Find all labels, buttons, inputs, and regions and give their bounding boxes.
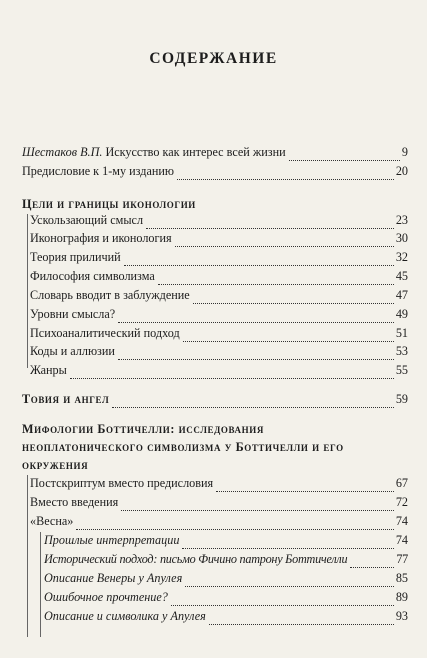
toc-entry-title: Исторический подход: письмо Фичино патрону Боттичелли [44,552,348,566]
toc-entry[interactable] [30,493,408,511]
leader-dots [177,166,394,180]
toc-entry[interactable] [30,512,408,530]
section-bracket-line [27,214,28,368]
toc-entry-title: Коды и аллюзии [30,344,115,358]
toc-page-number: 47 [395,288,408,302]
leader-dots [70,365,394,379]
leader-dots [185,573,394,587]
toc-page-number: 74 [395,514,408,528]
leader-dots [209,611,394,625]
toc-entry-title: Постскриптум вместо предисловия [30,476,214,490]
toc-page-number: 74 [395,533,408,547]
section-heading-botticelli-line1[interactable]: Мифологии Боттичелли: исследования [22,422,264,436]
toc-entry-title: Прошлые интерпретации [44,533,180,547]
toc-entry[interactable] [30,474,408,492]
toc-entry-title: Теория приличий [30,250,121,264]
toc-entry-preface-first-edition[interactable] [22,162,408,180]
toc-entry[interactable] [30,305,408,323]
toc-entry-title: Психоаналитический подход [30,326,180,340]
leader-dots [350,554,394,568]
leader-dots [171,592,394,606]
toc-entry[interactable] [30,229,408,247]
toc-entry-author: Шестаков В.П. [22,145,103,159]
toc-page-number: 59 [395,392,408,406]
section-heading-botticelli-line2: неоплатонического символизма у Боттичелли и его [22,440,344,454]
toc-subentry[interactable] [44,607,408,625]
toc-subentry[interactable] [44,588,408,606]
toc-entry-title: Философия символизма [30,269,155,283]
toc-entry-title: Вместо введения [30,495,119,509]
toc-entry-title: Описание и символика у Апулея [44,609,206,623]
section-heading-botticelli-line3: окружения [22,458,89,472]
toc-entry[interactable] [30,342,408,360]
leader-dots [76,516,393,530]
subsection-bracket-line [40,532,41,637]
toc-page-number: 49 [395,307,408,321]
toc-entry-tobias-and-angel[interactable] [22,390,408,408]
toc-entry[interactable] [30,324,408,342]
toc-subentry[interactable] [44,569,408,587]
leader-dots [158,271,394,285]
toc-entry[interactable] [30,286,408,304]
page-title: СОДЕРЖАНИЕ [149,50,278,67]
leader-dots [183,328,394,342]
toc-entry-title: Словарь вводит в заблуждение [30,288,190,302]
toc-entry[interactable] [30,361,408,379]
leader-dots [216,478,394,492]
section-heading-tobias: Товия и ангел [22,392,110,406]
toc-page-number: 30 [395,231,408,245]
leader-dots [124,252,394,266]
toc-entry-title: Ошибочное прочтение? [44,590,168,604]
leader-dots [182,535,393,549]
leader-dots [175,233,394,247]
toc-page-number: 20 [395,164,408,178]
toc-entry-title: Иконография и иконология [30,231,172,245]
section-bracket-line [27,475,28,637]
toc-page-number: 72 [395,495,408,509]
toc-entry-title: Предисловие к 1-му изданию [22,164,175,178]
leader-dots [193,290,394,304]
leader-dots [146,215,394,229]
toc-entry-title: Жанры [30,363,67,377]
toc-page-number: 85 [395,571,408,585]
toc-entry[interactable] [30,248,408,266]
leader-dots [118,346,394,360]
toc-page-number: 93 [395,609,408,623]
toc-page-number: 51 [395,326,408,340]
leader-dots [121,497,394,511]
toc-subentry[interactable] [44,550,408,568]
toc-page-number: 89 [395,590,408,604]
toc-page-number: 77 [396,552,408,566]
toc-entry-title: Ускользающий смысл [30,213,144,227]
toc-page-number: 32 [395,250,408,264]
leader-dots [289,147,400,161]
toc-entry-title: «Весна» [30,514,74,528]
section-heading-iconology[interactable]: Цели и границы иконологии [22,197,196,211]
toc-subentry[interactable] [44,531,408,549]
toc-entry[interactable] [30,211,408,229]
toc-entry-title: Описание Венеры у Апулея [44,571,183,585]
toc-entry-title: Уровни смысла? [30,307,116,321]
toc-page-number: 67 [395,476,408,490]
toc-entry[interactable] [30,267,408,285]
toc-entry-text [22,143,287,161]
toc-entry-title: Искусство как интерес всей жизни [102,145,286,159]
toc-page-number: 53 [395,344,408,358]
leader-dots [112,394,393,408]
toc-page-number: 45 [395,269,408,283]
toc-page-number: 23 [395,213,408,227]
toc-entry-foreword-shestakov[interactable] [22,143,408,161]
leader-dots [118,309,394,323]
toc-page-number: 9 [401,145,408,159]
toc-page-number: 55 [395,363,408,377]
